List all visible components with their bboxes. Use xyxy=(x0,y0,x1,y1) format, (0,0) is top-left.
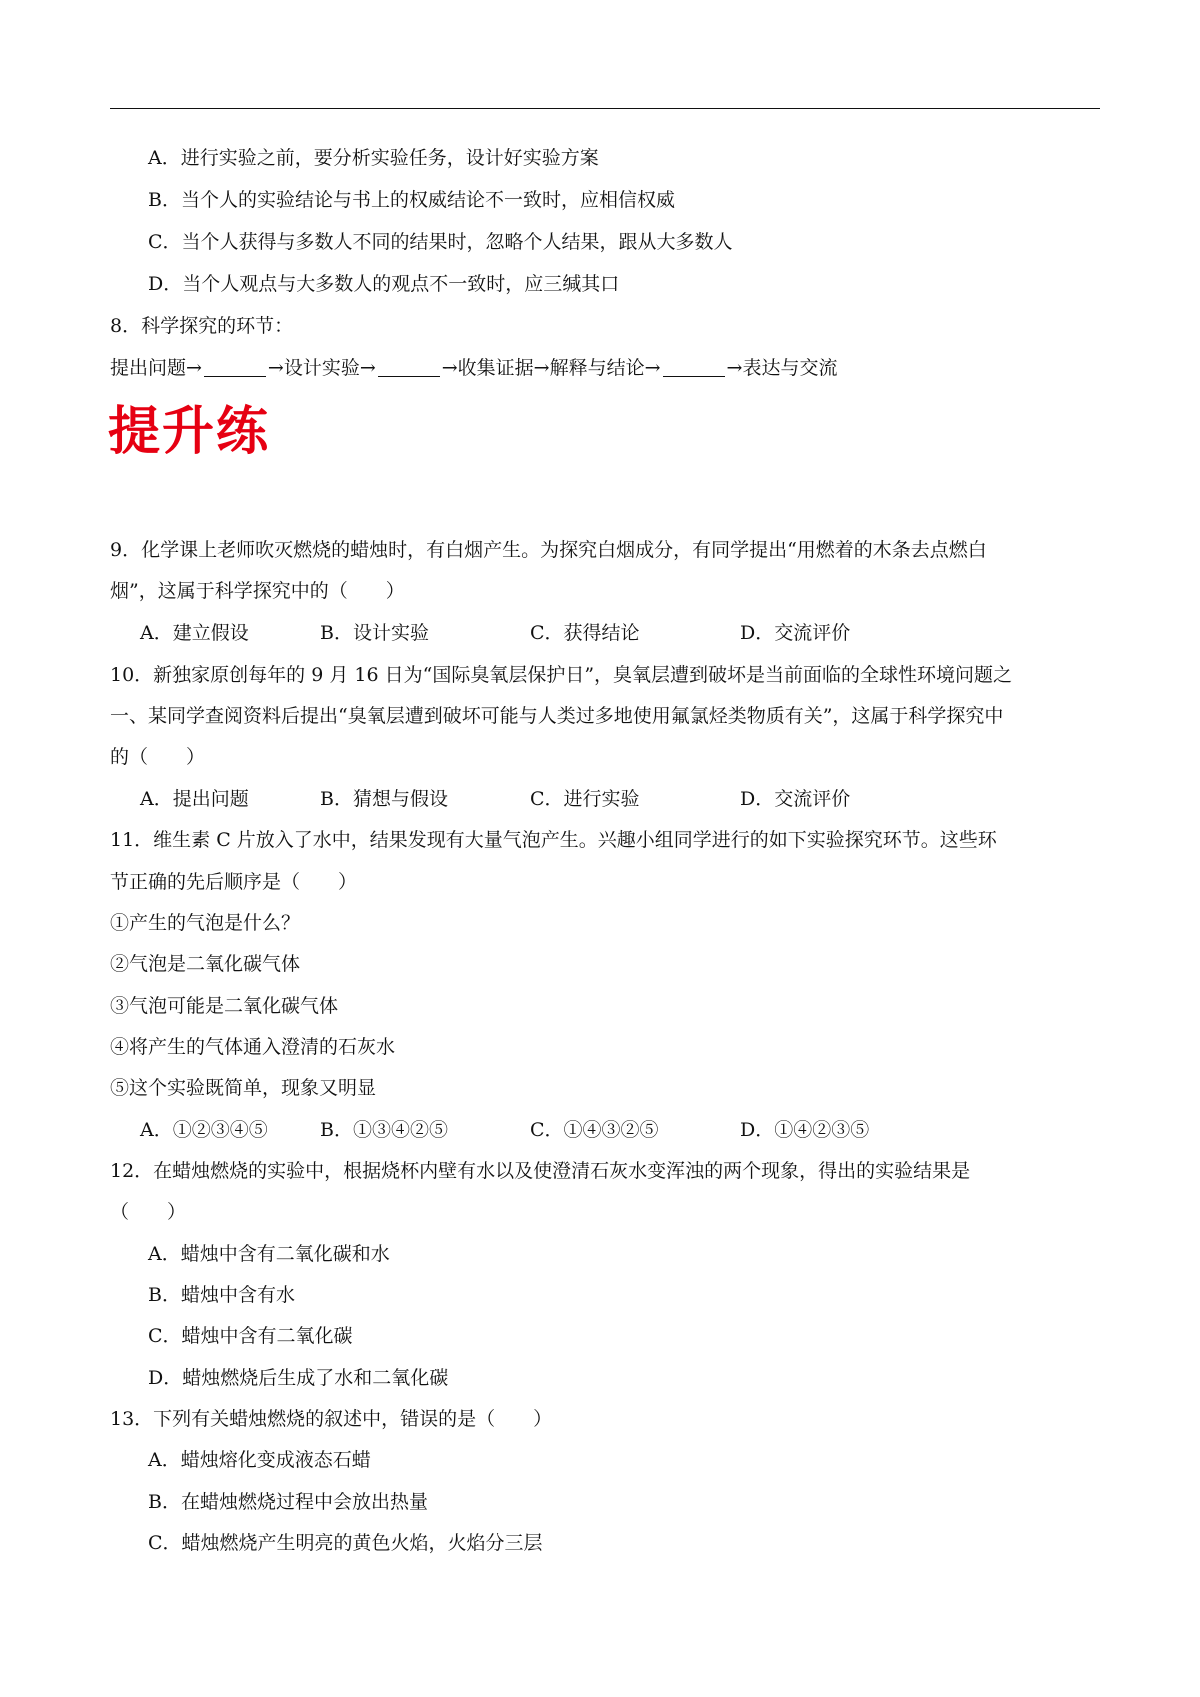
section-heading: 提升练 xyxy=(108,402,271,462)
q9-option-b: B．设计实验 xyxy=(320,622,429,644)
q10-option-c: C．进行实验 xyxy=(530,788,640,810)
q12-option-d: D．蜡烛燃烧后生成了水和二氧化碳 xyxy=(148,1367,449,1389)
q8-blank-2 xyxy=(378,358,440,377)
q13-option-b: B．在蜡烛燃烧过程中会放出热量 xyxy=(148,1491,428,1513)
q11-stem-line-2: 节正确的先后顺序是（ ） xyxy=(110,871,358,893)
q10-stem-line-3: 的（ ） xyxy=(110,746,206,768)
q11-option-c: C．①④③②⑤ xyxy=(530,1119,659,1141)
header-rule xyxy=(110,108,1100,109)
q12-option-c: C．蜡烛中含有二氧化碳 xyxy=(148,1325,353,1347)
q12-option-b: B．蜡烛中含有水 xyxy=(148,1284,295,1306)
q9-option-a: A．建立假设 xyxy=(140,622,249,644)
q8-blank-1 xyxy=(204,358,266,377)
q9-option-d: D．交流评价 xyxy=(740,622,851,644)
q8-stem: 8．科学探究的环节： xyxy=(110,315,294,337)
q10-option-d: D．交流评价 xyxy=(740,788,851,810)
q10-options xyxy=(140,785,900,813)
q9-stem-line-2: 烟”，这属于科学探究中的（ ） xyxy=(110,580,405,602)
q7-option-d: D．当个人观点与大多数人的观点不一致时，应三缄其口 xyxy=(148,273,620,295)
q7-option-b: B．当个人的实验结论与书上的权威结论不一致时，应相信权威 xyxy=(148,189,675,211)
q9-stem-line-1: 9．化学课上老师吹灭燃烧的蜡烛时，有白烟产生。为探究白烟成分，有同学提出“用燃着的木条去点燃白 xyxy=(110,539,987,561)
q11-step-5: ⑤这个实验既简单，现象又明显 xyxy=(110,1077,377,1099)
q7-option-a: A．进行实验之前，要分析实验任务，设计好实验方案 xyxy=(148,147,599,169)
q8-chain-part-4: →表达与交流 xyxy=(726,357,838,379)
q9-option-c: C．获得结论 xyxy=(530,622,640,644)
q12-stem-line-2: （ ） xyxy=(110,1201,187,1223)
q8-blank-3 xyxy=(663,358,725,377)
q8-chain-part-1: 提出问题→ xyxy=(110,357,202,379)
q10-option-b: B．猜想与假设 xyxy=(320,788,448,810)
q8-chain-part-2: →设计实验→ xyxy=(267,357,376,379)
q8-chain xyxy=(110,354,837,382)
q8-chain-part-3: →收集证据→解释与结论→ xyxy=(441,357,661,379)
q11-step-1: ①产生的气泡是什么？ xyxy=(110,912,301,934)
q13-stem: 13．下列有关蜡烛燃烧的叙述中，错误的是（ ） xyxy=(110,1408,553,1430)
q10-option-a: A．提出问题 xyxy=(140,788,249,810)
q11-step-2: ②气泡是二氧化碳气体 xyxy=(110,953,301,975)
q7-option-c: C．当个人获得与多数人不同的结果时，忽略个人结果，跟从大多数人 xyxy=(148,231,733,253)
q11-step-3: ③气泡可能是二氧化碳气体 xyxy=(110,995,339,1017)
q13-option-a: A．蜡烛熔化变成液态石蜡 xyxy=(148,1449,371,1471)
q10-stem-line-1: 10．新独家原创每年的 9 月 16 日为“国际臭氧层保护日”，臭氧层遭到破坏是当前面临的全球性环境问题之 xyxy=(110,664,1013,686)
q13-option-c: C．蜡烛燃烧产生明亮的黄色火焰，火焰分三层 xyxy=(148,1532,543,1554)
q12-stem-line-1: 12．在蜡烛燃烧的实验中，根据烧杯内壁有水以及使澄清石灰水变浑浊的两个现象，得出的实验结果是 xyxy=(110,1160,971,1182)
q11-stem-line-1: 11．维生素 C 片放入了水中，结果发现有大量气泡产生。兴趣小组同学进行的如下实验探究环节。这些环 xyxy=(110,829,997,851)
q11-option-a: A．①②③④⑤ xyxy=(140,1119,268,1141)
q11-options xyxy=(140,1116,900,1144)
q11-option-d: D．①④②③⑤ xyxy=(740,1119,870,1141)
q10-stem-line-2: 一、某同学查阅资料后提出“臭氧层遭到破坏可能与人类过多地使用氟氯烃类物质有关”，这属于科学探究中 xyxy=(110,705,1004,727)
q9-options xyxy=(140,619,900,647)
q12-option-a: A．蜡烛中含有二氧化碳和水 xyxy=(148,1243,390,1265)
q11-option-b: B．①③④②⑤ xyxy=(320,1119,448,1141)
q11-step-4: ④将产生的气体通入澄清的石灰水 xyxy=(110,1036,396,1058)
